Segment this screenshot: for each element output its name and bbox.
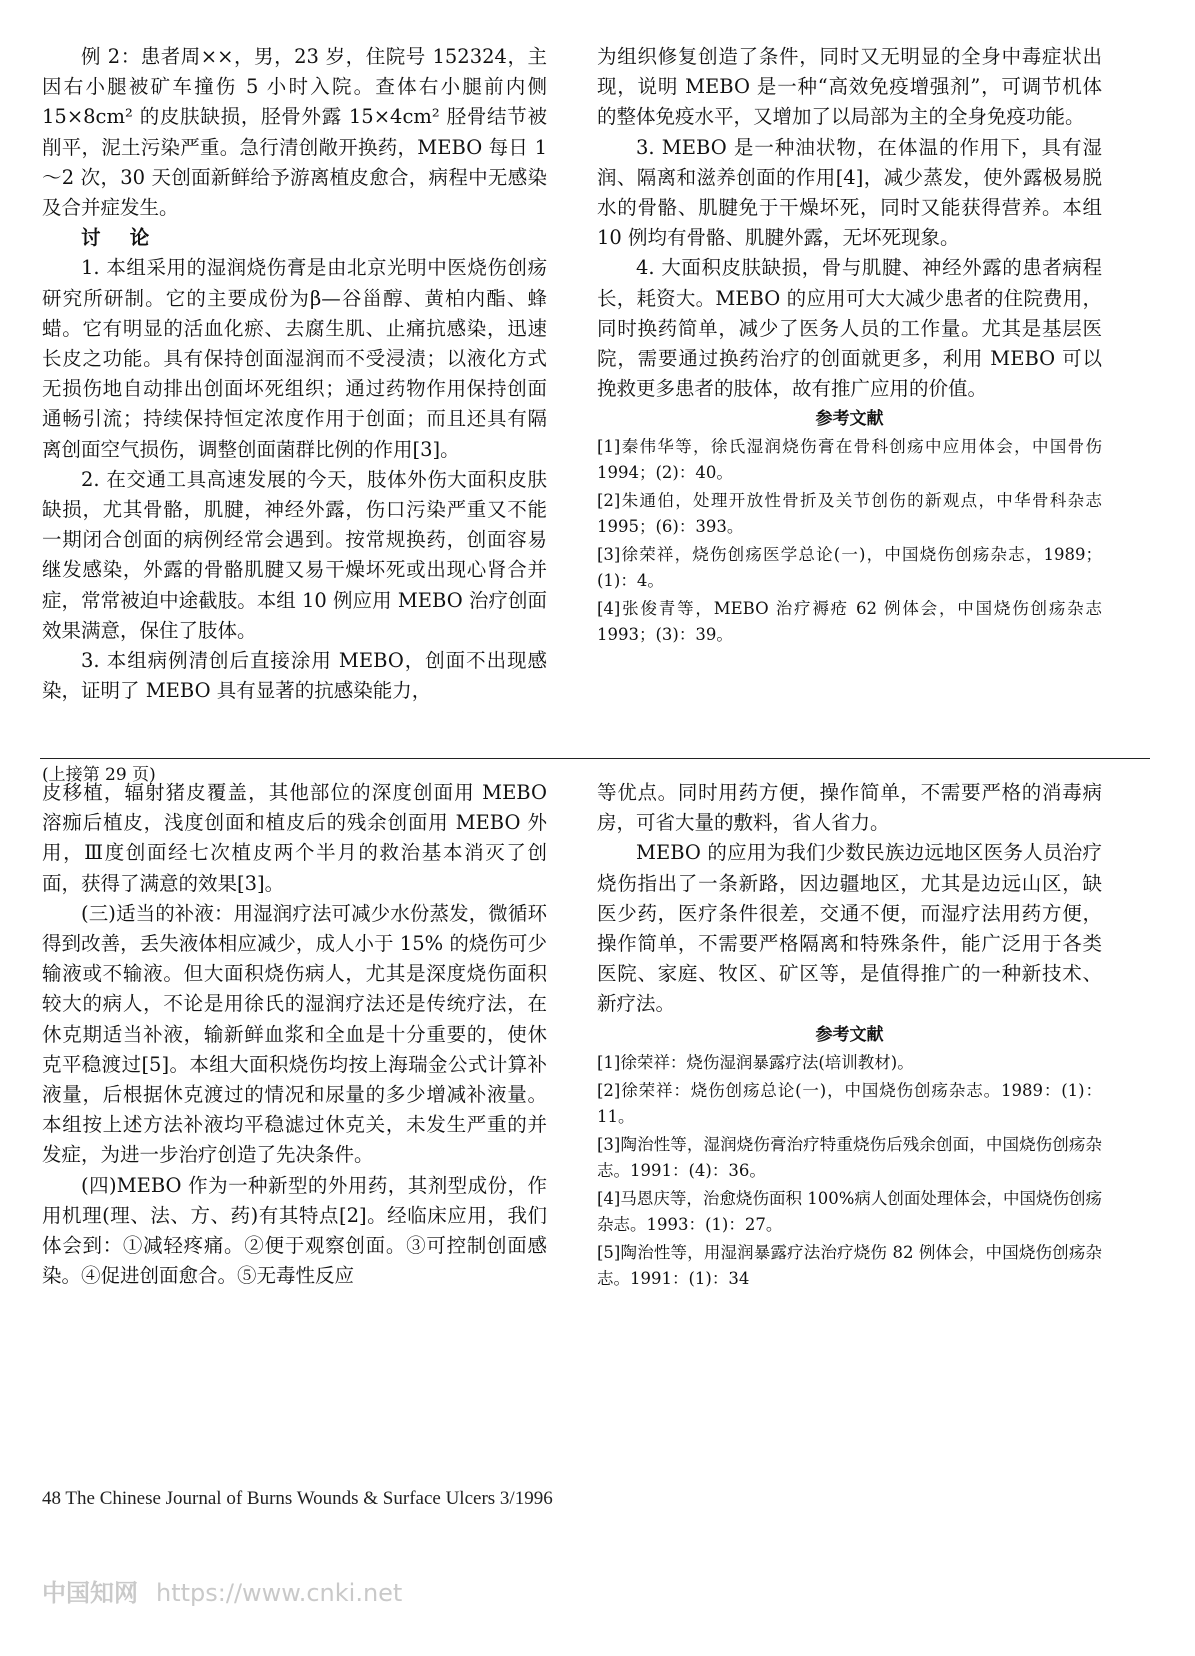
discussion-paragraph-3: 3. 本组病例清创后直接涂用 MEBO，创面不出现感染，证明了 MEBO 具有显著的抗感染能力， (42, 649, 547, 703)
article-paragraph-2: (三)适当的补液：用湿润疗法可减少水份蒸发，微循环得到改善，丢失液体相应减少，成人小于 15% 的烧伤可少输液或不输液。但大面积烧伤病人，尤其是深度烧伤面积较大的病人，不论是用徐氏的湿润疗法还是传统疗法，在休克期适当补液，输新鲜血浆和全血是十分重要的，使休克平稳渡过[5]。本组大面积烧伤均按上海瑞金公式计算补液量，后根据休克渡过的情况和尿量的多少增减补液量。本组按上述方法补液均平稳滤过休克关，未发生严重的并发症，为进一步治疗创造了先决条件。 (42, 901, 547, 1167)
discussion-paragraph-5: 4. 大面积皮肤缺损，骨与肌腱、神经外露的患者病程长，耗资大。MEBO 的应用可大大减少患者的住院费用，同时换药简单，减少了医务人员的工作量。尤其是基层医院，需要通过换药治疗的创面就更多，利用 MEBO 可以挽救更多患者的肢体，故有推广应用的价值。 (597, 256, 1102, 401)
watermark-brand: 中国知网 (42, 1579, 138, 1607)
section-divider (40, 758, 1150, 759)
bottom-right-column (597, 778, 1102, 1294)
references-title: 参考文献 (815, 409, 884, 430)
reference-item: [4]马恩庆等，治愈烧伤面积 100%病人创面处理体会，中国烧伤创疡杂志。1993：(1)：27。 (597, 1188, 1102, 1234)
page-footer: 48 The Chinese Journal of Burns Wounds & Surface Ulcers 3/1996 (42, 1488, 553, 1509)
reference-item: [2]徐荣祥：烧伤创疡总论(一)，中国烧伤创疡杂志。1989：(1)：11。 (597, 1080, 1102, 1126)
article-paragraph-4: MEBO 的应用为我们少数民族边远地区医务人员治疗烧伤指出了一条新路，因边疆地区，尤其是边远山区，缺医少药，医疗条件很差，交通不便，而湿疗法用药方便，操作简单，不需要严格隔离和特殊条件，能广泛用于各类医院、家庭、牧区、矿区等，是值得推广的一种新技术、新疗法。 (597, 841, 1102, 1016)
reference-item: [3]徐荣祥，烧伤创疡医学总论(一)，中国烧伤创疡杂志，1989；(1)：4。 (597, 545, 1102, 591)
references-list (597, 434, 1102, 648)
discussion-paragraph-cont: 为组织修复创造了条件，同时又无明显的全身中毒症状出现，说明 MEBO 是一种“高效免疫增强剂”，可调节机体的整体免疫水平，又增加了以局部为主的全身免疫功能。 (597, 45, 1102, 129)
discussion-paragraph-1: 1. 本组采用的湿润烧伤膏是由北京光明中医烧伤创疡研究所研制。它的主要成份为β—谷甾醇、黄柏内酯、蜂蜡。它有明显的活血化瘀、去腐生肌、止痛抗感染，迅速长皮之功能。具有保持创面湿润而不受浸渍；以液化方式无损伤地自动排出创面坏死组织；通过药物作用保持创面通畅引流；持续保持恒定浓度作用于创面；而且还具有隔离创面空气损伤，调整创面菌群比例的作用[3]。 (42, 256, 547, 461)
discussion-paragraph-4: 3. MEBO 是一种油状物，在体温的作用下，具有湿润、隔离和滋养创面的作用[4]，减少蒸发，使外露极易脱水的骨骼、肌腱免于干燥坏死，同时又能获得营养。本组 10 例均有骨骼、肌腱外露，无坏死现象。 (597, 135, 1102, 250)
bottom-left-column (42, 778, 547, 1291)
reference-item: [3]陶治性等，湿润烧伤膏治疗特重烧伤后残余创面，中国烧伤创疡杂志。1991：(4)：36。 (597, 1134, 1102, 1180)
watermark-url: https://www.cnki.net (156, 1579, 403, 1607)
references-title: 参考文献 (815, 1024, 884, 1045)
references-list (597, 1050, 1102, 1292)
discussion-paragraph-2: 2. 在交通工具高速发展的今天，肢体外伤大面积皮肤缺损，尤其骨骼，肌腱，神经外露，伤口污染严重又不能一期闭合创面的病例经常会遇到。按常规换药，创面容易继发感染，外露的骨骼肌腱又易干燥坏死或出现心肾合并症，常常被迫中途截肢。本组 10 例应用 MEBO 治疗创面效果满意，保住了肢体。 (42, 467, 547, 642)
reference-item: [1]徐荣祥：烧伤湿润暴露疗法(培训教材)。 (597, 1052, 914, 1072)
reference-item: [4]张俊青等，MEBO 治疗褥疮 62 例体会，中国烧伤创疡杂志 1993；(3)：39。 (597, 599, 1102, 645)
continued-note: (上接第 29 页) (42, 765, 156, 785)
top-right-column (597, 42, 1102, 650)
top-left-column (42, 42, 547, 706)
reference-item: [2]朱通伯，处理开放性骨折及关节创伤的新观点，中华骨科杂志 1995；(6)：393。 (597, 491, 1102, 537)
reference-item: [5]陶治性等，用湿润暴露疗法治疗烧伤 82 例体会，中国烧伤创疡杂志。1991：(1)：34 (597, 1242, 1102, 1288)
article-paragraph-1: 皮移植，辐射猪皮覆盖，其他部位的深度创面用 MEBO 溶痂后植皮，浅度创面和植皮后的残余创面用 MEBO 外用，Ⅲ度创面经七次植皮两个半月的救治基本消灭了创面，获得了满意的效果[3]。 (42, 781, 547, 895)
cnki-watermark (42, 1573, 402, 1608)
article-paragraph-3: (四)MEBO 作为一种新型的外用药，其剂型成份，作用机理(理、法、方、药)有其特点[2]。经临床应用，我们体会到：①减轻疼痛。②便于观察创面。③可控制创面感染。④促进创面愈合。⑤无毒性反应 (42, 1173, 547, 1288)
section-heading: 讨论 (81, 226, 179, 250)
article-paragraph-cont: 等优点。同时用药方便，操作简单，不需要严格的消毒病房，可省大量的敷料，省人省力。 (597, 781, 1102, 835)
reference-item: [1]秦伟华等，徐氏湿润烧伤膏在骨科创疡中应用体会，中国骨伤 1994；(2)：40。 (597, 437, 1102, 483)
case-paragraph: 例 2：患者周××，男，23 岁，住院号 152324，主因右小腿被矿车撞伤 5 小时入院。查体右小腿前内侧 15×8cm² 的皮肤缺损，胫骨外露 15×4cm² 胫骨结节被削平，泥土污染严重。急行清创敞开换药，MEBO 每日 1～2 次，30 天创面新鲜给予游离植皮愈合，病程中无感染及合并症发生。 (42, 45, 547, 220)
